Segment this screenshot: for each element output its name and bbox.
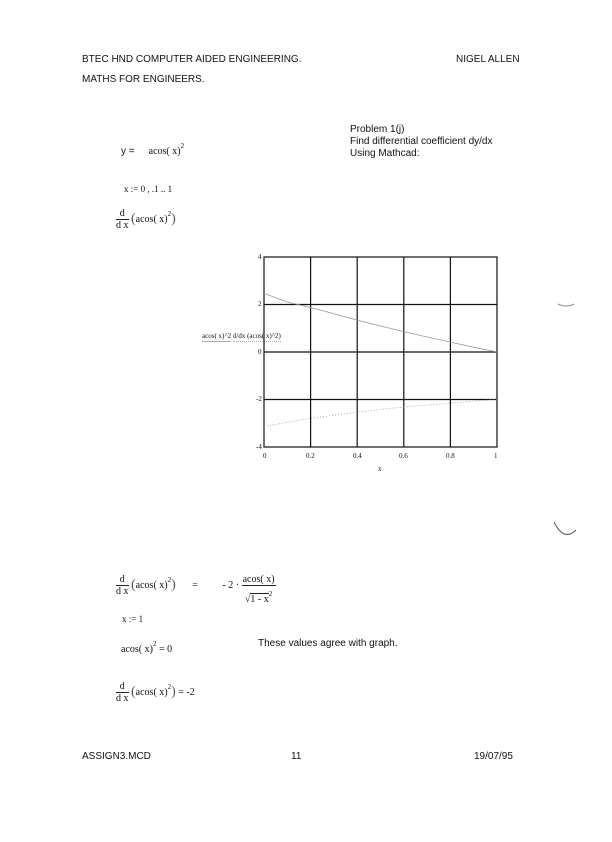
derivative-evaluation: $\frac{d}{\text{d x}}$ (acos( x)$^2$) = -2 [116, 681, 195, 704]
x-tick-0.8: 0.8 [446, 452, 455, 460]
derivative-fraction: $\frac{acos( x)}{√1 - x^2}$ [242, 574, 275, 605]
footer-page-number: 11 [291, 751, 302, 762]
legend-series-1: acos( x)^2 [202, 332, 232, 340]
x-axis-label: x [378, 465, 382, 473]
problem-task: Find differential coefficient dy/dx [350, 136, 493, 147]
y-tick-0: 0 [258, 348, 262, 356]
footer-filename: ASSIGN3.MCD [82, 751, 151, 762]
derivative-expression: $\frac{d}{\text{d x}}$ (acos( x)$^2$) [116, 208, 176, 231]
x-tick-0.2: 0.2 [306, 452, 315, 460]
problem-title: Problem 1(j) [350, 124, 405, 135]
d-dx-operator: $\frac{d}{\text{d x}}$ [116, 681, 129, 704]
x-assignment: x := 1 [122, 614, 144, 624]
course-title: BTEC HND COMPUTER AIDED ENGINEERING. [82, 54, 302, 65]
y-tick-neg4: -4 [256, 443, 262, 451]
x-tick-1: 1 [494, 452, 498, 460]
footer-date: 19/07/95 [474, 751, 513, 762]
range-definition: x := 0 , .1 .. 1 [124, 184, 173, 194]
y-tick-4: 4 [258, 253, 262, 261]
problem-method: Using Mathcad: [350, 148, 420, 159]
y-tick-2: 2 [258, 300, 262, 308]
y-label: y = [121, 146, 135, 157]
function-evaluation: acos( x)$^2$ = 0 [121, 640, 173, 655]
plot-grid [264, 257, 497, 447]
author-name: NIGEL ALLEN [456, 54, 520, 65]
x-tick-0.4: 0.4 [353, 452, 362, 460]
function-expression: acos( x)$^2$ [148, 142, 185, 157]
series-derivative [264, 400, 497, 427]
legend-series-2: d/dx (acos( x)^2) [232, 332, 281, 340]
d-dx-operator: $\frac{d}{\text{d x}}$ [116, 208, 129, 231]
x-tick-0.6: 0.6 [399, 452, 408, 460]
agreement-note: These values agree with graph. [258, 638, 398, 649]
subject-title: MATHS FOR ENGINEERS. [82, 74, 205, 85]
series-acos-squared [264, 293, 497, 352]
y-tick-neg2: -2 [256, 395, 262, 403]
scan-artifacts [540, 290, 612, 550]
x-tick-0: 0 [263, 452, 267, 460]
d-dx-operator: $\frac{d}{\text{d x}}$ [116, 574, 129, 597]
derivative-result: $\frac{d}{\text{d x}}$ (acos( x)$^2$) = - 2 · $\frac{acos( x)}{√1 - x^2}$ [116, 574, 275, 605]
